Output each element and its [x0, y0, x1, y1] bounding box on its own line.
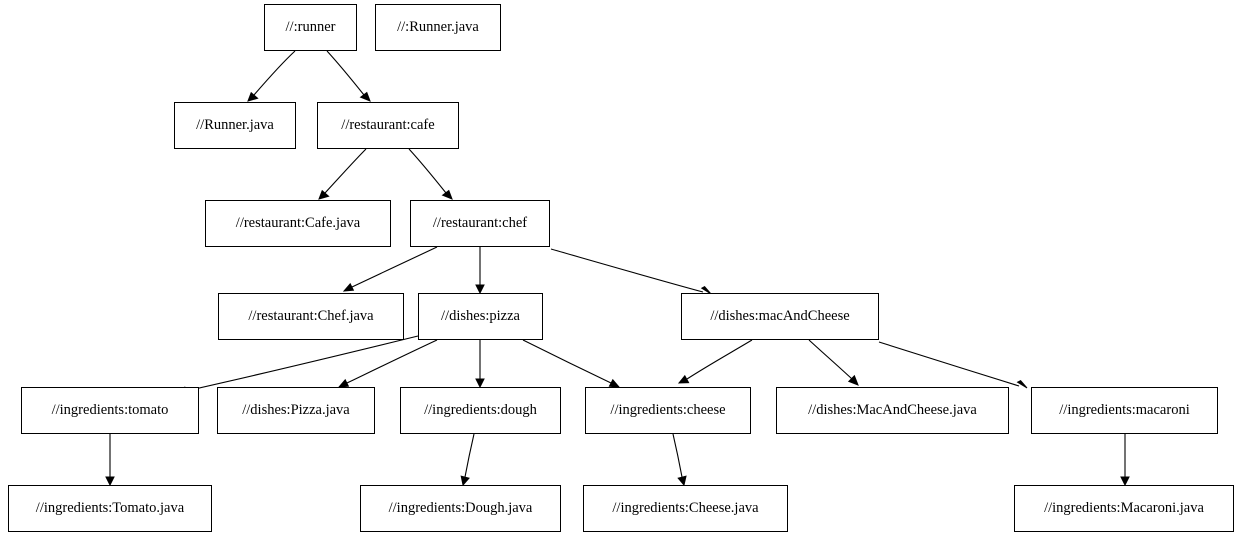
edge-cafe-to-chef [409, 149, 452, 199]
edge-runner-to-runner-java [248, 51, 295, 101]
edge-pizza-to-tomato [177, 336, 418, 395]
edge-macaroni-to-macaroni-java [1121, 434, 1129, 485]
graph-node-runner-java-root[interactable] [375, 4, 501, 51]
graph-node-label: //dishes:macAndCheese [710, 308, 850, 325]
graph-node-label: //ingredients:Cheese.java [612, 500, 759, 517]
graph-node-macaroni[interactable] [1031, 387, 1218, 434]
edge-chef-to-pizza [476, 247, 484, 293]
edge-pizza-to-dough [476, 340, 484, 387]
graph-node-label: //restaurant:cafe [341, 117, 435, 134]
edge-pizza-to-pizza-java [339, 340, 437, 387]
edge-macandcheese-to-macaroni [879, 342, 1027, 388]
graph-node-label: //:Runner.java [397, 19, 479, 36]
edge-macandcheese-to-macandcheese-java [809, 340, 858, 385]
graph-node-label: //ingredients:Macaroni.java [1044, 500, 1204, 517]
graph-node-pizza-java[interactable] [217, 387, 375, 434]
edge-runner-to-cafe [327, 51, 370, 101]
graph-node-label: //ingredients:tomato [51, 402, 169, 419]
graph-node-label: //restaurant:chef [432, 215, 528, 232]
graph-node-cheese-java[interactable] [583, 485, 788, 532]
graph-node-label: //dishes:pizza [441, 308, 520, 325]
graph-node-runner[interactable] [264, 4, 357, 51]
graph-node-macandcheese[interactable] [681, 293, 879, 340]
graph-node-cafe[interactable] [317, 102, 459, 149]
graph-node-macandcheese-java[interactable] [776, 387, 1009, 434]
graph-node-label: //restaurant:Cafe.java [235, 215, 361, 232]
edge-dough-to-dough-java [461, 434, 474, 485]
edge-pizza-to-cheese [523, 340, 619, 387]
edge-chef-to-chef-java [344, 247, 437, 291]
graph-node-chef[interactable] [410, 200, 550, 247]
edge-cheese-to-cheese-java [673, 434, 686, 485]
graph-node-cheese[interactable] [585, 387, 751, 434]
graph-node-dough-java[interactable] [360, 485, 561, 532]
graph-node-label: //dishes:MacAndCheese.java [808, 402, 977, 419]
graph-node-tomato[interactable] [21, 387, 199, 434]
edge-chef-to-macandcheese [551, 249, 711, 294]
graph-node-label: //dishes:Pizza.java [242, 402, 350, 419]
graph-node-label: //ingredients:Dough.java [388, 500, 533, 517]
graph-node-label: //Runner.java [196, 117, 274, 134]
graph-node-macaroni-java[interactable] [1014, 485, 1234, 532]
graph-node-label: //:runner [285, 19, 336, 36]
graph-node-cafe-java[interactable] [205, 200, 391, 247]
graph-node-chef-java[interactable] [218, 293, 404, 340]
graph-node-label: //restaurant:Chef.java [248, 308, 374, 325]
graph-node-dough[interactable] [400, 387, 561, 434]
edge-cafe-to-cafe-java [319, 149, 366, 199]
graph-node-pizza[interactable] [418, 293, 543, 340]
graph-node-label: //ingredients:Tomato.java [35, 500, 185, 517]
graph-node-tomato-java[interactable] [8, 485, 212, 532]
edge-tomato-to-tomato-java [106, 434, 114, 485]
graph-node-label: //ingredients:cheese [610, 402, 726, 419]
edge-macandcheese-to-cheese [679, 340, 752, 383]
graph-node-runner-java[interactable] [174, 102, 296, 149]
graph-node-label: //ingredients:dough [424, 402, 537, 419]
graph-node-label: //ingredients:macaroni [1059, 402, 1190, 419]
